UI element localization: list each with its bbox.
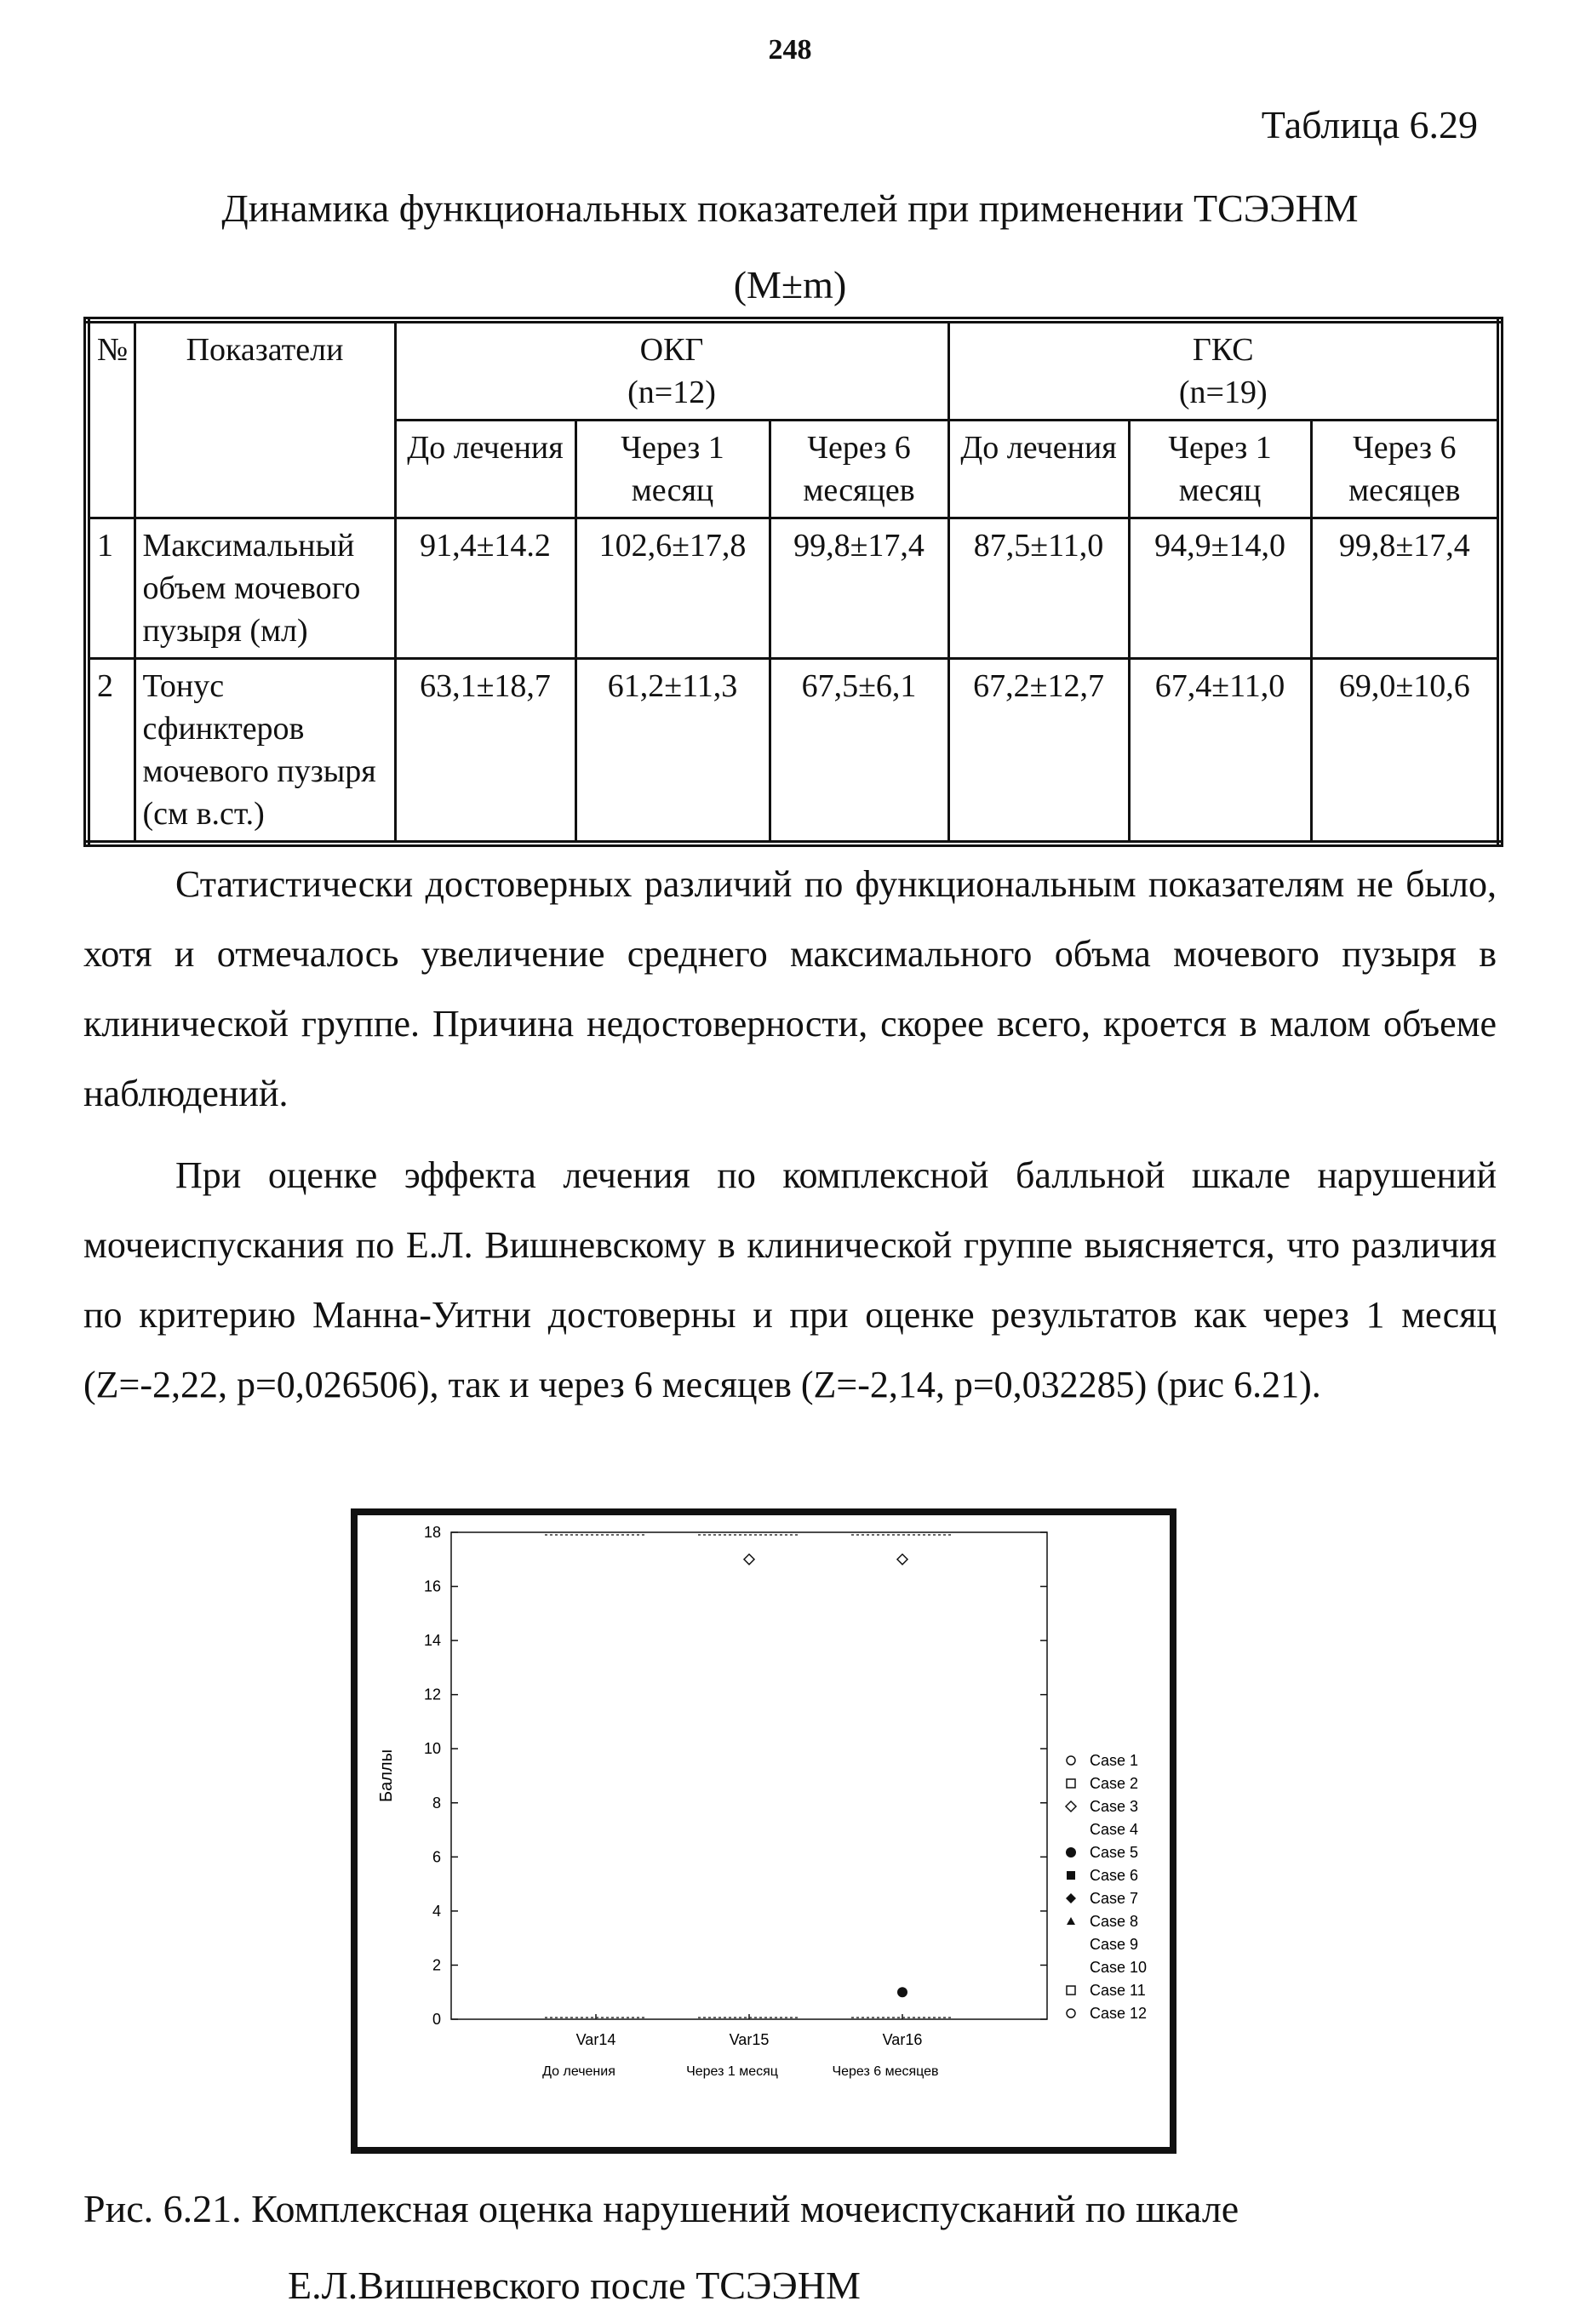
- table-title-line2: (M±m): [733, 263, 847, 306]
- table-cell: 94,9±14,0: [1129, 518, 1311, 659]
- header-period: Через 6 месяцев: [770, 421, 948, 518]
- table-cell: 67,2±12,7: [948, 659, 1129, 844]
- header-indicator: Показатели: [135, 320, 395, 518]
- header-group-gks-n: (n=19): [1178, 375, 1268, 410]
- y-tick-label: 6: [432, 1848, 441, 1866]
- table-cell: 61,2±11,3: [575, 659, 770, 844]
- y-axis-label: Баллы: [377, 1749, 396, 1802]
- legend-label: Case 11: [1090, 1982, 1146, 1999]
- x-tick-label: Var16: [882, 2031, 923, 2048]
- header-group-okg: [395, 320, 948, 421]
- legend-marker: [1066, 1847, 1076, 1857]
- row-indicator: Максимальный объем мочевого пузыря (мл): [135, 518, 395, 659]
- table-row: [87, 659, 1500, 844]
- y-tick-label: 12: [423, 1686, 441, 1703]
- y-tick-label: 10: [423, 1740, 441, 1758]
- header-group-okg-name: ОКГ: [639, 332, 704, 368]
- legend-marker: [1067, 2009, 1075, 2018]
- table-cell: 87,5±11,0: [948, 518, 1129, 659]
- table-cell: 67,4±11,0: [1129, 659, 1311, 844]
- table-row: [87, 518, 1500, 659]
- legend-marker: [1067, 1756, 1075, 1765]
- y-tick-label: 18: [423, 1524, 441, 1541]
- data-point: [897, 1554, 907, 1565]
- y-tick-label: 14: [423, 1632, 441, 1650]
- table-cell: 67,5±6,1: [770, 659, 948, 844]
- header-period: Через 1 месяц: [575, 421, 770, 518]
- header-num: №: [87, 320, 135, 518]
- y-tick-label: 8: [432, 1794, 441, 1812]
- header-period: Через 1 месяц: [1129, 421, 1311, 518]
- legend-marker: [1067, 1779, 1075, 1788]
- data-point: [897, 1987, 907, 1997]
- legend-label: Case 8: [1090, 1913, 1139, 1930]
- legend-marker: [1066, 1801, 1076, 1812]
- legend-marker: [1067, 1917, 1075, 1925]
- legend-label: Case 6: [1090, 1867, 1139, 1884]
- legend-label: Case 12: [1090, 2005, 1148, 2022]
- row-num: 1: [87, 518, 135, 659]
- paragraph-1: Статистически достоверных различий по функциональным показателям не было, хотя и отмечалось увеличение среднего максимального объма мочевого пузыря в клинической группе. Причина недостоверности, скорее всего, кроется в малом объеме наблюдений.: [83, 863, 1497, 1114]
- table-cell: 69,0±10,6: [1311, 659, 1500, 844]
- legend-label: Case 9: [1090, 1936, 1139, 1953]
- legend-label: Case 7: [1090, 1890, 1139, 1907]
- table-cell: 63,1±18,7: [395, 659, 575, 844]
- table-title: [0, 170, 1580, 323]
- legend-label: Case 10: [1090, 1959, 1148, 1976]
- table-label: Таблица 6.29: [1261, 103, 1478, 146]
- table-cell: 91,4±14.2: [395, 518, 575, 659]
- y-tick-label: 0: [432, 2011, 441, 2028]
- legend-label: Case 3: [1090, 1798, 1139, 1815]
- plot-frame: [451, 1532, 1047, 2019]
- row-num: 2: [87, 659, 135, 844]
- data-point: [744, 1554, 754, 1565]
- legend-label: Case 4: [1090, 1821, 1139, 1838]
- x-category-sublabel: Через 1 месяц: [686, 2064, 778, 2079]
- legend-label: Case 5: [1090, 1844, 1139, 1861]
- legend-marker: [1067, 1871, 1075, 1880]
- header-group-okg-n: (n=12): [627, 375, 716, 410]
- x-category-sublabel: Через 6 месяцев: [832, 2064, 939, 2079]
- table-cell: 102,6±17,8: [575, 518, 770, 659]
- row-indicator: Тонус сфинктеров мочевого пузыря (см в.ст.): [135, 659, 395, 844]
- table-header-row-1: [87, 320, 1500, 421]
- x-category-sublabel: До лечения: [542, 2064, 615, 2079]
- table-title-line1: Динамика функциональных показателей при применении ТСЭЭНМ: [221, 186, 1359, 230]
- header-group-gks-name: ГКС: [1192, 332, 1254, 368]
- y-tick-label: 16: [423, 1577, 441, 1595]
- paragraph-2: При оценке эффекта лечения по комплексной балльной шкале нарушений мочеиспускания по Е.Л. Вишневскому в клинической группе выясняется, что различия по критерию Манна-Уитни достоверны и при оценке результатов как через 1 месяц (Z=-2,22, p=0,026506), так и через 6 месяцев (Z=-2,14, p=0,032285) (рис 6.21).: [83, 1154, 1497, 1405]
- x-tick-label: Var14: [575, 2031, 616, 2048]
- table-cell: 99,8±17,4: [770, 518, 948, 659]
- figure-caption: [83, 2171, 1497, 2324]
- header-group-gks: [948, 320, 1500, 421]
- box-plot-chart: [358, 1515, 1170, 2147]
- figure-frame: [351, 1508, 1176, 2154]
- legend-label: Case 2: [1090, 1775, 1139, 1792]
- x-tick-label: Var15: [729, 2031, 770, 2048]
- y-tick-label: 4: [432, 1902, 441, 1920]
- legend-marker: [1066, 1893, 1076, 1903]
- caption-line-2: Е.Л.Вишневского после ТСЭЭНМ: [288, 2264, 861, 2307]
- table-cell: 99,8±17,4: [1311, 518, 1500, 659]
- caption-line-1: Рис. 6.21. Комплексная оценка нарушений мочеиспусканий по шкале: [83, 2187, 1239, 2230]
- header-period: До лечения: [395, 421, 575, 518]
- y-tick-label: 2: [432, 1956, 441, 1974]
- header-period: До лечения: [948, 421, 1129, 518]
- legend-label: Case 1: [1090, 1752, 1139, 1769]
- data-table: [83, 317, 1503, 847]
- page-number: 248: [768, 34, 812, 66]
- legend-marker: [1067, 1986, 1075, 1995]
- header-period: Через 6 месяцев: [1311, 421, 1500, 518]
